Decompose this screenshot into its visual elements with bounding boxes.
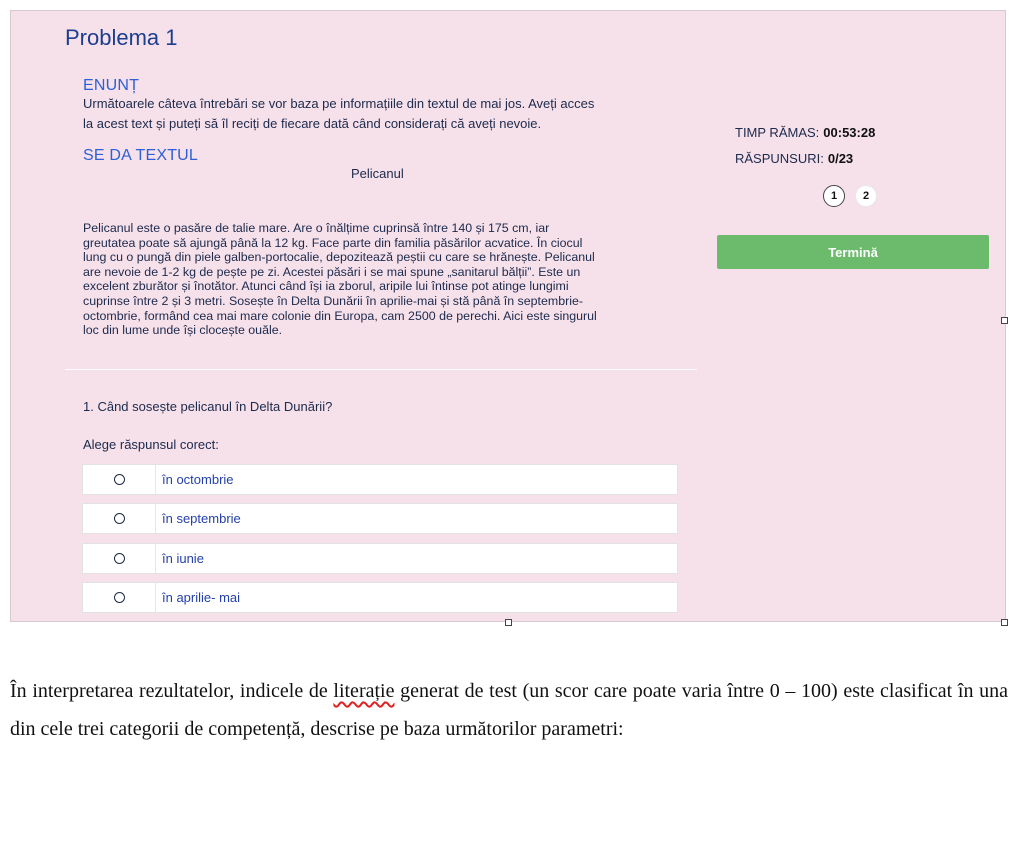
statement-line-2: la acest text și puteți să îl reciți de fiecare dată când considerați că aveți nevoie. [83,116,542,131]
document-paragraph [10,672,1008,748]
time-value: 00:53:28 [823,125,876,140]
resize-handle-right[interactable] [1001,317,1008,324]
resize-handle-corner[interactable] [1001,619,1008,626]
answer-option[interactable] [82,503,678,534]
question-text: 1. Când sosește pelicanul în Delta Dunării? [83,399,333,414]
radio-cell[interactable] [83,544,156,573]
passage-title: Pelicanul [351,166,404,181]
passage-line: octombrie, formând cea mai mare colonie din Europa, cam 2500 de perechi. Aici este singurul [83,308,597,323]
passage-line: excelent zburător și înotător. Atunci când își ia zborul, aripile lui întinse pot atinge lungimi [83,279,569,294]
radio-button[interactable] [114,513,125,524]
divider [65,369,697,370]
quiz-screenshot [10,10,1006,622]
page-1-button[interactable]: 1 [823,185,845,207]
answer-option[interactable] [82,582,678,613]
paragraph-text-start: În interpretarea rezultatelor, indicele de [10,680,334,702]
paragraph-text-end: generat de test (un scor care poate varia între 0 – 100) este clasificat în una din cele trei categorii de competență, descrise pe baza următorilor parametri: [10,680,1008,740]
answers-value: 0/23 [827,151,854,166]
answer-label[interactable]: în iunie [162,551,204,566]
time-label: TIMP RĂMAS: [735,125,820,140]
spellcheck-word: literație [333,680,395,702]
finish-button[interactable]: Termină [717,235,989,269]
answer-label[interactable]: în septembrie [162,511,241,526]
problem-title: Problema 1 [65,25,178,50]
answer-option[interactable] [82,464,678,495]
answers-label: RĂSPUNSURI: [735,151,824,166]
question-instruction: Alege răspunsul corect: [83,437,219,452]
page-navigation [823,185,877,207]
radio-cell[interactable] [83,583,156,612]
passage-line: are nevoie de 1-2 kg de pește pe zi. Acestei păsări i se mai spune „sanitarul bălții”. Este un [83,264,581,279]
passage-line: cuprinse între 2 și 3 metri. Sosește în Delta Dunării în aprilie-mai și stă până în septembrie- [83,293,583,308]
radio-button[interactable] [114,592,125,603]
passage-line: Pelicanul este o pasăre de talie mare. Are o înălțime cuprinsă între 140 și 175 cm, iar [83,221,550,235]
passage-line: loc din lume unde își clocește ouăle. [83,323,283,338]
radio-cell[interactable] [83,465,156,494]
statement-heading: ENUNȚ [83,77,140,94]
text-heading: SE DA TEXTUL [83,147,199,164]
radio-button[interactable] [114,474,125,485]
radio-button[interactable] [114,553,125,564]
passage [83,221,683,338]
passage-line: lung cu o pungă din piele galben-portocalie, depozitează peștii cu care se hrănește. Pelicanul [83,250,595,265]
passage-line: greutatea poate să ajungă până la 12 kg. Face parte din familia păsărilor acvatice. În ciocul [83,235,583,250]
resize-handle-bottom[interactable] [505,619,512,626]
time-remaining [735,125,875,140]
answer-option[interactable] [82,543,678,574]
statement-line-1: Următoarele câteva întrebări se vor baza pe informațiile din textul de mai jos. Aveți acces [83,96,595,111]
answers-count [735,151,853,166]
answer-label[interactable]: în octombrie [162,472,234,487]
radio-cell[interactable] [83,504,156,533]
answer-label[interactable]: în aprilie- mai [162,590,241,605]
page-2-button[interactable]: 2 [855,185,877,207]
